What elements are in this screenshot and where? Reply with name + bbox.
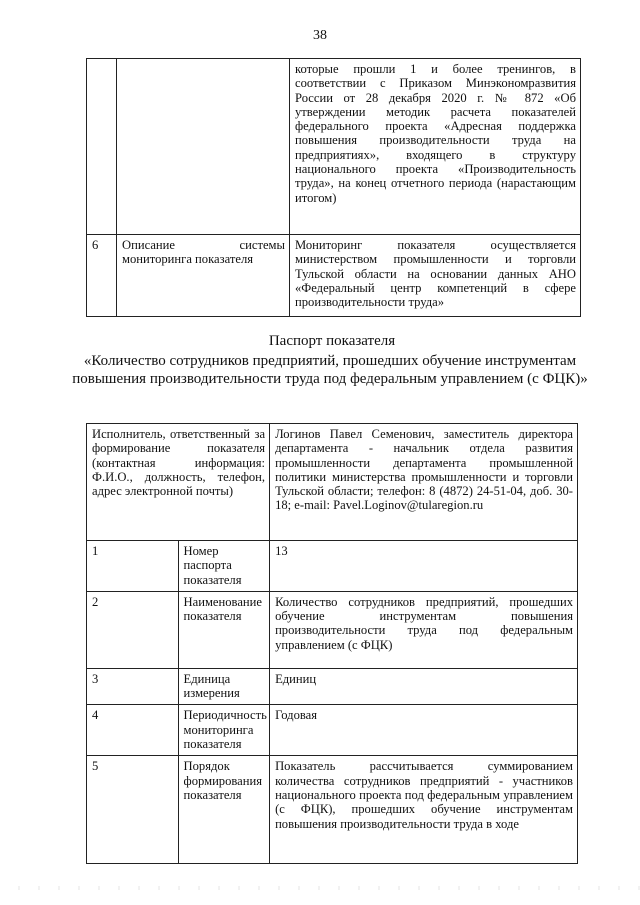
row-name: Единица измерения bbox=[178, 668, 270, 705]
row-name-cell bbox=[117, 59, 290, 235]
passport-table bbox=[86, 423, 578, 864]
row-name: Порядок формирования показателя bbox=[178, 756, 270, 864]
passport-subtitle: «Количество сотрудников предприятий, прошедших обучение инструментам повышения производительности труда под федеральным управлением (с ФЦК)» bbox=[72, 353, 588, 387]
table-row bbox=[87, 591, 578, 668]
executor-value: Логинов Павел Семенович, заместитель директора департамента - начальник отдела развития промышленности департамента промышленной политики министерства промышленности и торговли Тульской области; телефон: 8 (4872) 24-51-04, доб. 30-18; e-mail: Pavel.Loginov@tularegion.ru bbox=[270, 424, 578, 541]
table-row bbox=[87, 235, 581, 317]
row-value: 13 bbox=[270, 541, 578, 592]
table-row bbox=[87, 705, 578, 756]
executor-row bbox=[87, 424, 578, 541]
scan-artifact bbox=[0, 886, 640, 890]
row-name: Номер паспорта показателя bbox=[178, 541, 270, 592]
table-row bbox=[87, 59, 581, 235]
row-value: Количество сотрудников предприятий, прошедших обучение инструментам повышения производительности труда под федеральным управлением (с ФЦК) bbox=[270, 591, 578, 668]
row-number: 2 bbox=[87, 591, 179, 668]
passport-title: Паспорт показателя bbox=[268, 333, 396, 349]
row-name: Наименование показателя bbox=[178, 591, 270, 668]
executor-label: Исполнитель, ответственный за формирование показателя (контактная информация: Ф.И.О., должность, телефон, адрес электронной почты) bbox=[87, 424, 270, 541]
row-number: 4 bbox=[87, 705, 179, 756]
indicator-table-continued bbox=[86, 58, 581, 317]
row-value: Годовая bbox=[270, 705, 578, 756]
row-name: Описание системы мониторинга показателя bbox=[117, 235, 290, 317]
row-value: Единиц bbox=[270, 668, 578, 705]
row-value: Показатель рассчитывается суммированием количества сотрудников предприятий - участников национального проекта под федеральным управлением (с ФЦК), прошедших обучение инструментам повышения производительности труда в ходе bbox=[270, 756, 578, 864]
table-row bbox=[87, 541, 578, 592]
page-number: 38 bbox=[313, 28, 327, 43]
row-number: 1 bbox=[87, 541, 179, 592]
row-number: 5 bbox=[87, 756, 179, 864]
table-row bbox=[87, 668, 578, 705]
row-number: 3 bbox=[87, 668, 179, 705]
row-number-cell bbox=[87, 59, 117, 235]
row-name: Периодичность мониторинга показателя bbox=[178, 705, 270, 756]
row-number: 6 bbox=[87, 235, 117, 317]
table-row bbox=[87, 756, 578, 864]
continuation-text: которые прошли 1 и более тренингов, в соответствии с Приказом Минэкономразвития России от 28 декабря 2020 г. № 872 «Об утверждении методик расчета показателей федерального проекта «Адресная поддержка повышения производительности труда на предприятиях», входящего в структуру национального проекта «Производительность труда», на конец отчетного периода (нарастающим итогом) bbox=[290, 59, 581, 235]
row-value: Мониторинг показателя осуществляется министерством промышленности и торговли Тульской области на основании данных АНО «Федеральный центр компетенций в сфере производительности труда» bbox=[290, 235, 581, 317]
